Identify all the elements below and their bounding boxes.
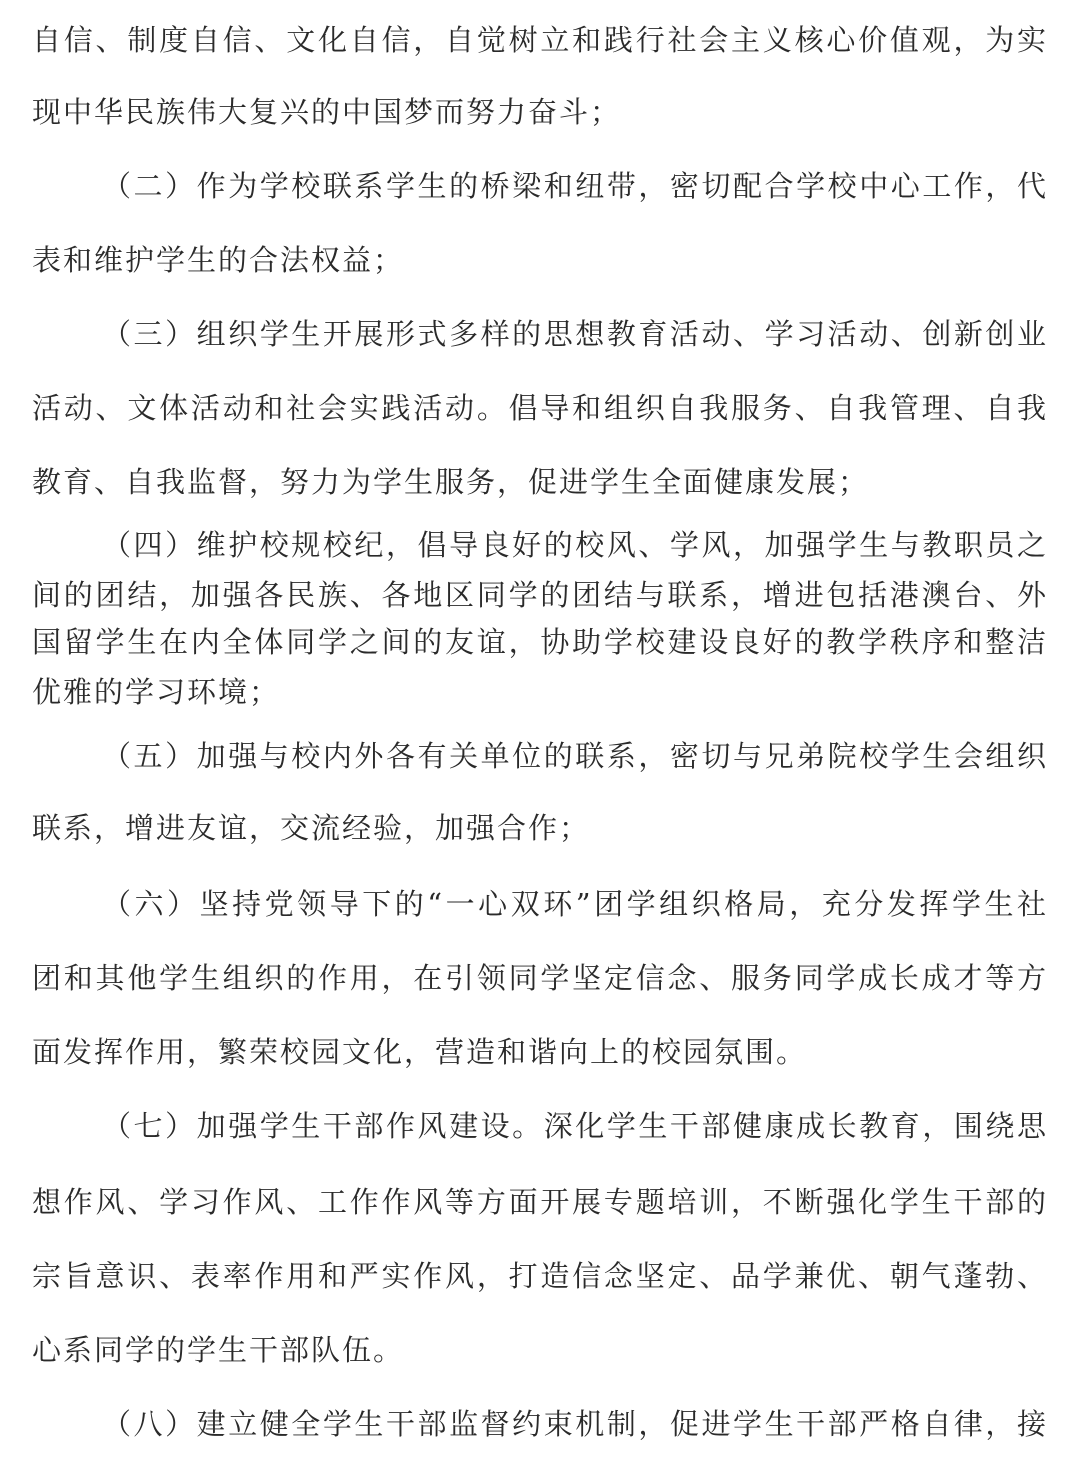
text-line: 团和其他学生组织的作用，在引领同学坚定信念、服务同学成长成才等方 [32,961,1048,995]
text-line: 国留学生在内全体同学之间的友谊，协助学校建设良好的教学秩序和整洁 [32,625,1048,659]
text-line: （四）维护校规校纪，倡导良好的校风、学风，加强学生与教职员之 [102,528,1048,562]
text-line: （六）坚持党领导下的“一心双环”团学组织格局，充分发挥学生社 [102,887,1048,921]
text-line: （五）加强与校内外各有关单位的联系，密切与兄弟院校学生会组织 [102,739,1048,773]
text-line: 面发挥作用，繁荣校园文化，营造和谐向上的校园氛围。 [32,1035,808,1069]
text-line: 现中华民族伟大复兴的中国梦而努力奋斗； [32,95,622,129]
text-line: （八）建立健全学生干部监督约束机制，促进学生干部严格自律，接 [102,1407,1048,1441]
text-line: （二）作为学校联系学生的桥梁和纽带，密切配合学校中心工作，代 [102,169,1048,203]
text-line: 联系，增进友谊，交流经验，加强合作； [32,811,591,845]
text-line: 心系同学的学生干部队伍。 [32,1333,405,1367]
text-line: 表和维护学生的合法权益； [32,243,405,277]
text-line: 活动、文体活动和社会实践活动。倡导和组织自我服务、自我管理、自我 [32,391,1048,425]
text-line: 优雅的学习环境； [32,675,281,709]
text-line: （三）组织学生开展形式多样的思想教育活动、学习活动、创新创业 [102,317,1048,351]
text-line: 教育、自我监督，努力为学生服务，促进学生全面健康发展； [32,465,870,499]
text-line: 间的团结，加强各民族、各地区同学的团结与联系，增进包括港澳台、外 [32,578,1048,612]
text-line: （七）加强学生干部作风建设。深化学生干部健康成长教育，围绕思 [102,1109,1048,1143]
text-line: 自信、制度自信、文化自信，自觉树立和践行社会主义核心价值观，为实 [32,23,1048,57]
text-line: 想作风、学习作风、工作作风等方面开展专题培训，不断强化学生干部的 [32,1185,1048,1219]
text-line: 宗旨意识、表率作用和严实作风，打造信念坚定、品学兼优、朝气蓬勃、 [32,1259,1048,1293]
